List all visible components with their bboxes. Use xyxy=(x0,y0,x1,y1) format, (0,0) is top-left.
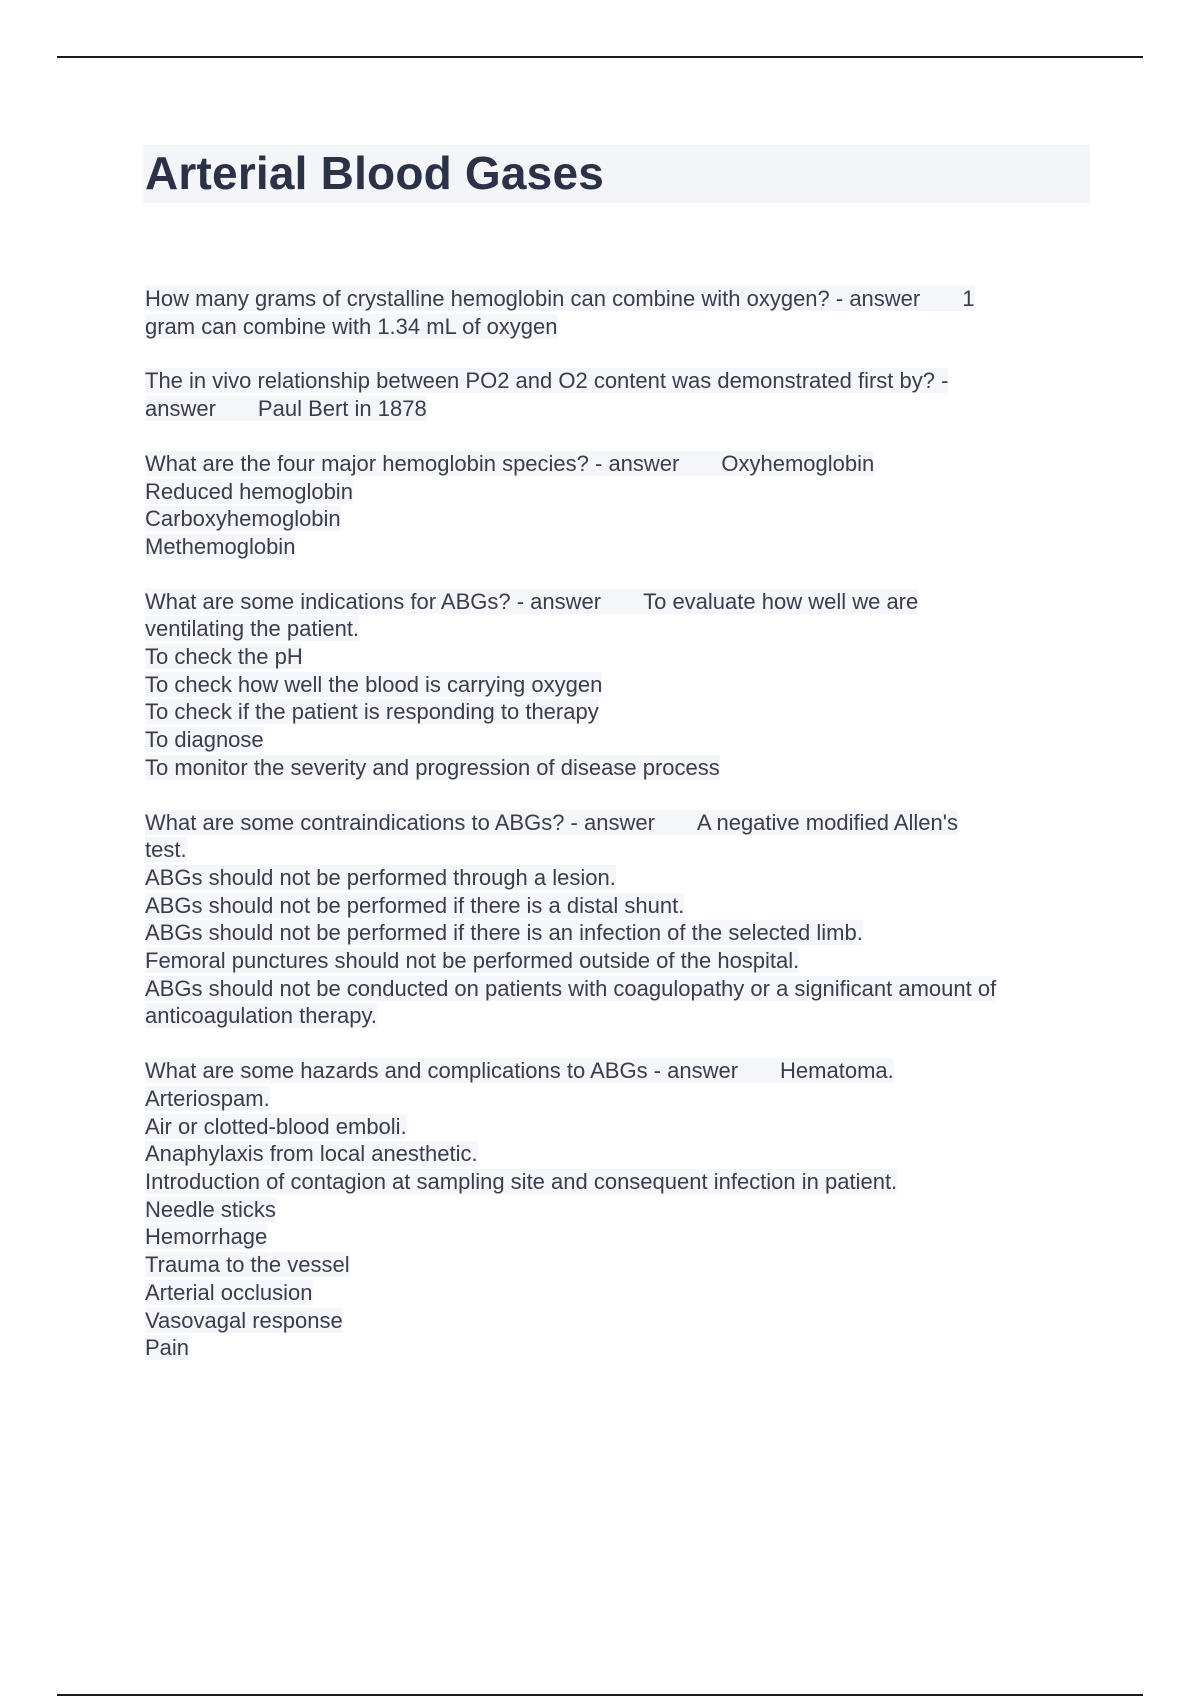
answer-line: Carboxyhemoglobin xyxy=(145,506,341,532)
answer-line: ventilating the patient. xyxy=(145,616,360,642)
top-rule xyxy=(57,56,1143,58)
answer-line: test. xyxy=(145,837,187,863)
answer-line: 1 xyxy=(962,286,975,311)
answer-line: Arteriospam. xyxy=(145,1085,270,1111)
page-title: Arterial Blood Gases xyxy=(145,147,605,199)
qa-po2-relationship xyxy=(145,367,1085,422)
question-text: The in vivo relationship between PO2 and O2 content was demonstrated first by? - xyxy=(145,368,949,394)
answer-label: answer xyxy=(145,396,216,422)
answer-line: To check if the patient is responding to therapy xyxy=(145,699,599,725)
question-text: How many grams of crystalline hemoglobin can combine with oxygen? - answer xyxy=(145,286,921,311)
answer-line: ABGs should not be performed through a lesion. xyxy=(145,864,616,890)
question-text: What are the four major hemoglobin species? - answer xyxy=(145,450,680,476)
answer-line: Trauma to the vessel xyxy=(145,1252,350,1278)
answer-line: To monitor the severity and progression of disease process xyxy=(145,754,720,780)
qa-hemoglobin-grams xyxy=(145,285,1085,340)
qa-abg-contraindications xyxy=(145,809,1085,1031)
answer-line: Introduction of contagion at sampling site and consequent infection in patient. xyxy=(145,1168,898,1194)
answer-line: Pain xyxy=(145,1335,190,1361)
answer-line: To evaluate how well we are xyxy=(643,588,919,614)
bottom-rule xyxy=(57,1694,1143,1696)
answer-line: ABGs should not be conducted on patients with coagulopathy or a significant amount of xyxy=(145,975,997,1001)
answer-line: Methemoglobin xyxy=(145,533,296,559)
qa-abg-indications xyxy=(145,588,1085,782)
answer-line: Needle sticks xyxy=(145,1196,276,1222)
answer-line: Femoral punctures should not be performed outside of the hospital. xyxy=(145,948,800,974)
document-body xyxy=(145,285,1085,1389)
answer-line: ABGs should not be performed if there is a distal shunt. xyxy=(145,892,685,918)
answer-line: A negative modified Allen's xyxy=(696,809,958,835)
answer-line: Arterial occlusion xyxy=(145,1279,313,1305)
answer-line: gram can combine with 1.34 mL of oxygen xyxy=(145,313,558,339)
question-text: What are some indications for ABGs? - answer xyxy=(145,588,602,614)
answer-line: Vasovagal response xyxy=(145,1307,343,1333)
qa-hemoglobin-species xyxy=(145,450,1085,561)
answer-line: Oxyhemoglobin xyxy=(721,450,875,476)
answer-line: Paul Bert in 1878 xyxy=(257,396,427,422)
answer-line: To check how well the blood is carrying oxygen xyxy=(145,671,603,697)
qa-abg-hazards xyxy=(145,1057,1085,1362)
answer-line: Anaphylaxis from local anesthetic. xyxy=(145,1141,478,1167)
answer-line: Air or clotted-blood emboli. xyxy=(145,1113,407,1139)
answer-line: anticoagulation therapy. xyxy=(145,1003,377,1029)
answer-line: Hematoma. xyxy=(780,1058,894,1084)
answer-line: To check the pH xyxy=(145,644,303,670)
question-text: What are some hazards and complications to ABGs - answer xyxy=(145,1058,739,1084)
answer-line: ABGs should not be performed if there is an infection of the selected limb. xyxy=(145,920,863,946)
answer-line: Reduced hemoglobin xyxy=(145,478,353,504)
question-text: What are some contraindications to ABGs? - answer xyxy=(145,809,655,835)
answer-line: To diagnose xyxy=(145,727,264,753)
answer-line: Hemorrhage xyxy=(145,1224,268,1250)
